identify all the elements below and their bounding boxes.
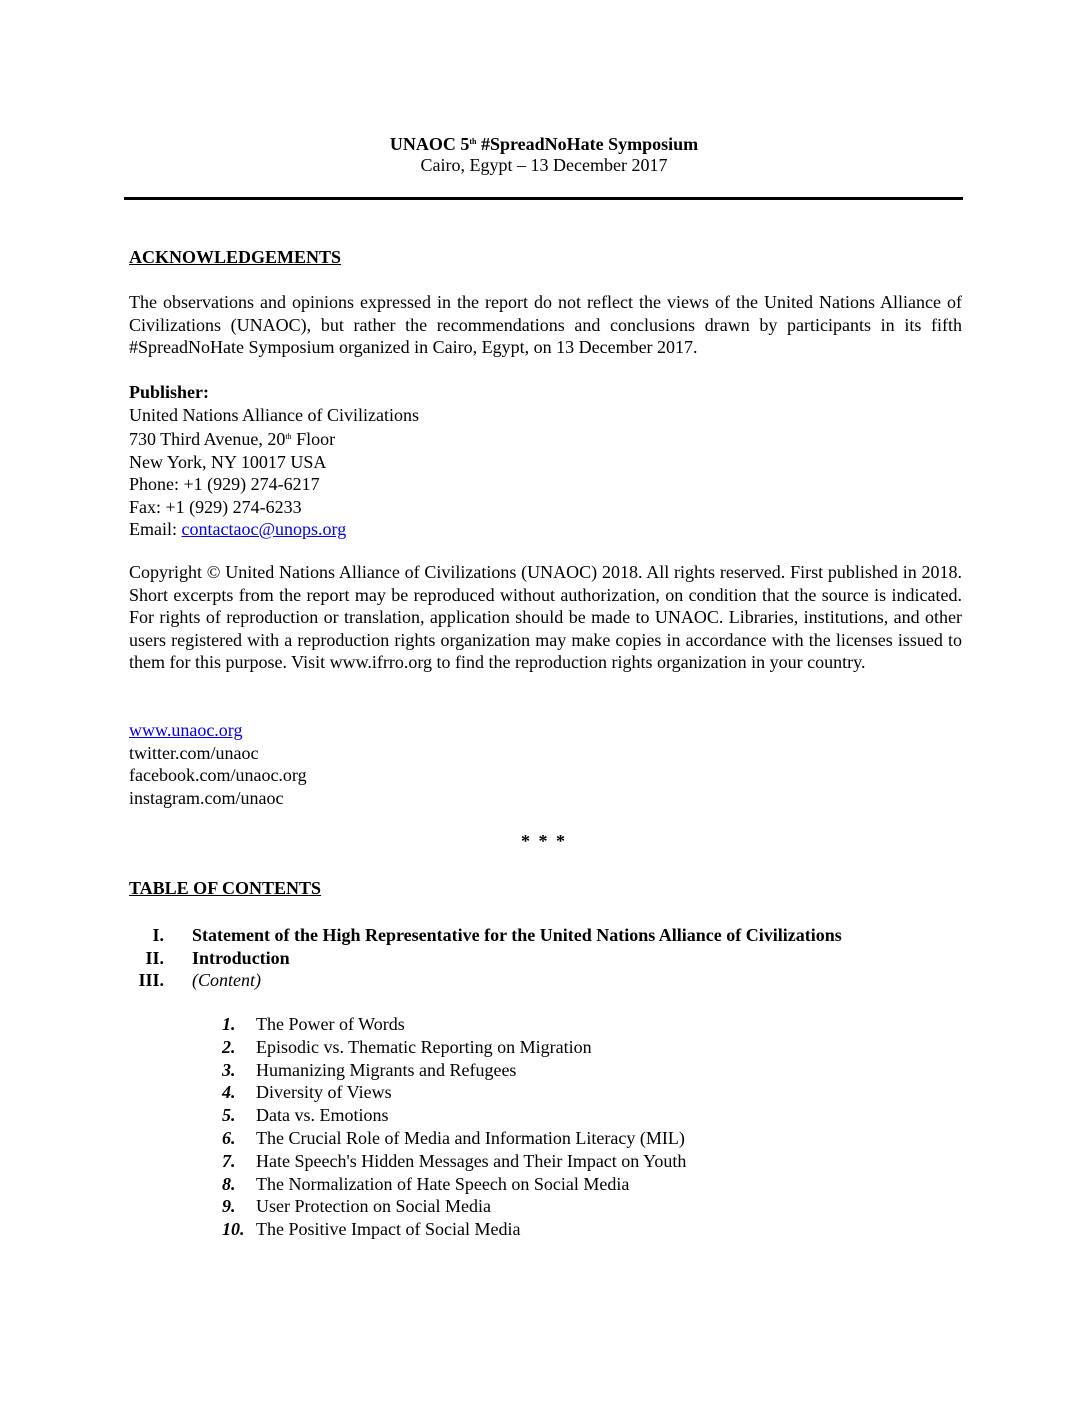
toc-items <box>222 1013 686 1241</box>
toc-section-label: Introduction <box>192 947 290 968</box>
toc-section[interactable] <box>120 947 842 970</box>
toc-item[interactable]: 3. Humanizing Migrants and Refugees <box>222 1059 517 1080</box>
toc-item[interactable]: 2. Episodic vs. Thematic Reporting on Migration <box>222 1036 592 1057</box>
toc-item[interactable]: 4. Diversity of Views <box>222 1082 392 1103</box>
section-separator: * * * <box>521 831 567 851</box>
toc-heading: TABLE OF CONTENTS <box>129 878 322 898</box>
toc-section[interactable] <box>120 969 842 992</box>
twitter-handle: twitter.com/unaoc <box>129 742 259 763</box>
document-title: UNAOC 5th #SpreadNoHate Symposium <box>389 134 699 154</box>
toc-item[interactable]: 10. The Positive Impact of Social Media <box>222 1219 521 1240</box>
toc-item[interactable]: 8. The Normalization of Hate Speech on Social Media <box>222 1173 630 1194</box>
acknowledgements-paragraph: The observations and opinions expressed in the report do not reflect the views of the United Nations Alliance of Civilizations (UNAOC), but rather the recommendations and conclusions drawn by participants in its fifth #SpreadNoHate Symposium organized in Cairo, Egypt, on 13 December 2017. <box>129 292 962 357</box>
copyright-paragraph: Copyright © United Nations Alliance of Civilizations (UNAOC) 2018. All rights reserved. First published in 2018. Short excerpts from the report may be reproduced without authorization, on condition that the source is indicated. For rights of reproduction or translation, application should be made to UNAOC. Libraries, institutions, and other users registered with a reproduction rights organization may make copies in accordance with the licenses issued to them for this purpose. Visit www.ifrro.org to find the reproduction rights organization in your country. <box>129 562 962 672</box>
acknowledgements-heading: ACKNOWLEDGEMENTS <box>129 247 342 267</box>
email-link[interactable]: contactaoc@unops.org <box>181 519 347 539</box>
website-link[interactable]: www.unaoc.org <box>129 720 243 740</box>
publisher-fax: Fax: +1 (929) 274-6233 <box>129 496 302 517</box>
publisher-phone: Phone: +1 (929) 274-6217 <box>129 474 320 494</box>
header-divider <box>124 197 963 200</box>
publisher-name: United Nations Alliance of Civilizations <box>129 404 419 425</box>
toc-sections <box>120 924 842 992</box>
publisher-city: New York, NY 10017 USA <box>129 451 327 472</box>
publisher-block <box>129 381 419 541</box>
toc-item[interactable]: 5. Data vs. Emotions <box>222 1105 389 1126</box>
ordinal-suffix: th <box>469 137 477 146</box>
toc-item[interactable]: 6. The Crucial Role of Media and Information Literacy (MIL) <box>222 1127 685 1148</box>
toc-section-label: Statement of the High Representative for the United Nations Alliance of Civilizations <box>192 925 842 945</box>
toc-item[interactable]: 9. User Protection on Social Media <box>222 1196 491 1217</box>
toc-section-number: I. <box>152 925 164 945</box>
toc-section-number: III. <box>138 970 164 990</box>
toc-section-number: II. <box>145 947 164 968</box>
instagram-handle: instagram.com/unaoc <box>129 787 284 808</box>
toc-section-label: (Content) <box>192 970 261 990</box>
toc-section[interactable] <box>120 924 842 947</box>
document-subtitle: Cairo, Egypt – 13 December 2017 <box>420 155 668 175</box>
publisher-label: Publisher: <box>129 382 210 402</box>
publisher-address: 730 Third Avenue, 20th Floor <box>129 429 336 449</box>
toc-item[interactable]: 1. The Power of Words <box>222 1014 405 1034</box>
social-links <box>129 719 307 809</box>
facebook-handle: facebook.com/unaoc.org <box>129 765 307 785</box>
toc-item[interactable]: 7. Hate Speech's Hidden Messages and Their Impact on Youth <box>222 1150 687 1171</box>
publisher-email-line: Email: contactaoc@unops.org <box>129 519 347 539</box>
